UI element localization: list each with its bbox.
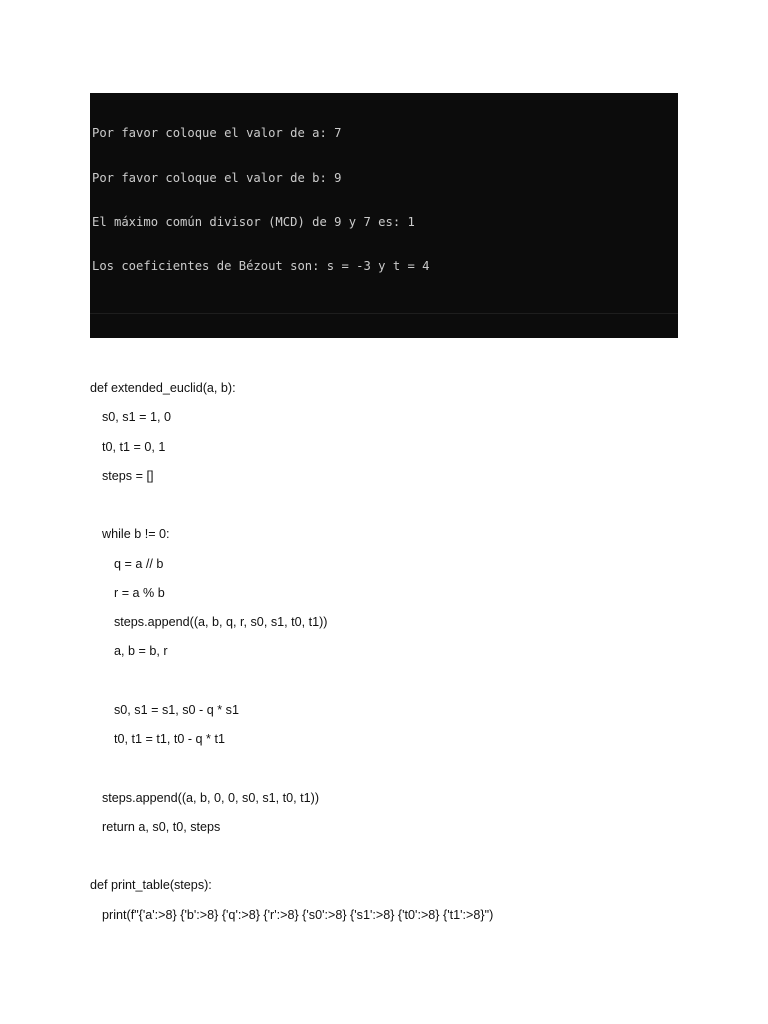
code-line: steps.append((a, b, q, r, s0, s1, t0, t1)) (114, 615, 328, 629)
code-line: steps.append((a, b, 0, 0, s0, s1, t0, t1)) (102, 790, 320, 805)
code-line: while b != 0: (102, 527, 170, 542)
code-line: s0, s1 = s1, s0 - q * s1 (114, 702, 239, 717)
console-line-gcd: El máximo común divisor (MCD) de 9 y 7 es: 1 (92, 214, 415, 229)
code-line: def extended_euclid(a, b): (90, 381, 236, 395)
code-listing (90, 378, 710, 934)
code-line-blank (90, 671, 710, 700)
code-line: steps = [] (102, 468, 154, 483)
code-line-blank (90, 846, 710, 875)
console-output-screenshot (90, 93, 678, 338)
code-line-blank (90, 758, 710, 787)
code-line: t0, t1 = t1, t0 - q * t1 (114, 732, 225, 746)
console-line-bezout: Los coeficientes de Bézout son: s = -3 y t = 4 (92, 258, 430, 273)
console-line-b: Por favor coloque el valor de b: 9 (92, 170, 342, 185)
code-line: print(f"{'a':>8} {'b':>8} {'q':>8} {'r':>8} {'s0':>8} {'s1':>8} {'t0':>8} {'t1':>8}") (102, 907, 494, 922)
terminal-divider (90, 313, 678, 314)
code-line: a, b = b, r (114, 644, 168, 659)
code-line: def print_table(steps): (90, 878, 212, 893)
console-text (92, 97, 678, 338)
code-line-blank (90, 495, 710, 524)
code-line: q = a // b (114, 556, 164, 571)
console-line-a: Por favor coloque el valor de a: 7 (92, 126, 342, 141)
code-line: t0, t1 = 0, 1 (102, 439, 166, 454)
code-line: s0, s1 = 1, 0 (102, 410, 171, 425)
console-line-blank (92, 303, 678, 318)
code-line: r = a % b (114, 585, 165, 600)
code-line: return a, s0, t0, steps (102, 819, 221, 834)
